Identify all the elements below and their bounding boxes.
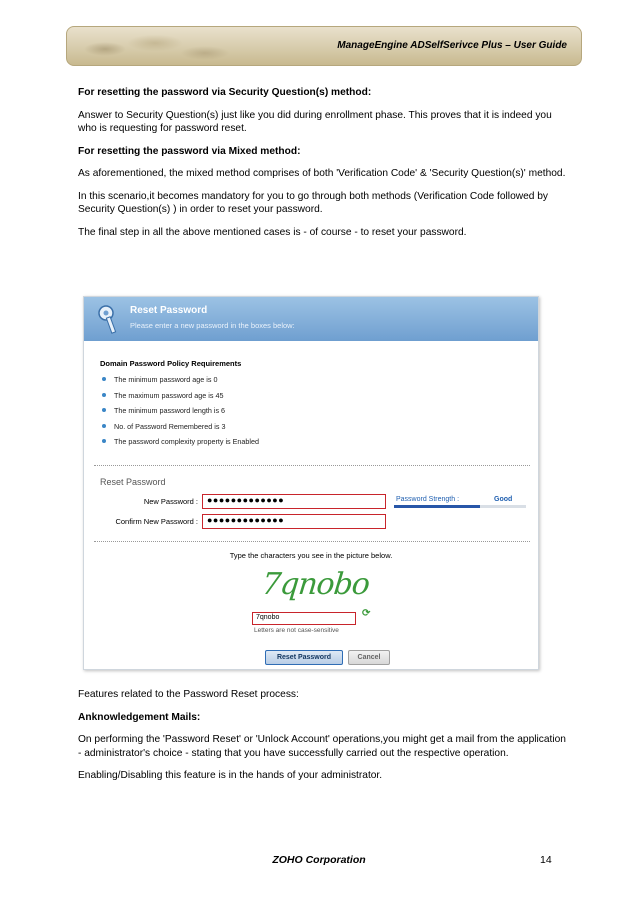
- screenshot-subtitle: Please enter a new password in the boxes below:: [130, 321, 295, 330]
- policy-item: The minimum password length is 6: [100, 406, 259, 422]
- password-strength-fill: [394, 505, 480, 508]
- features-intro: Features related to the Password Reset process:: [78, 689, 299, 700]
- header-title: ManageEngine ADSelfSerivce Plus – User Guide: [337, 40, 567, 51]
- key-icon: [96, 303, 124, 335]
- policy-item: No. of Password Remembered is 3: [100, 422, 259, 438]
- refresh-captcha-icon[interactable]: ⟳: [362, 608, 371, 619]
- paragraph-final-step: The final step in all the above mentioned cases is - of course - to reset your password.: [78, 226, 467, 238]
- divider: [94, 541, 530, 542]
- body-section-1: [78, 86, 566, 248]
- reset-password-screenshot: [83, 296, 539, 670]
- confirm-password-input[interactable]: ●●●●●●●●●●●●●: [202, 514, 386, 529]
- policy-item: The minimum password age is 0: [100, 375, 259, 391]
- cancel-button[interactable]: Cancel: [348, 650, 390, 665]
- policy-item: The password complexity property is Enabled: [100, 437, 259, 453]
- policy-item: The maximum password age is 45: [100, 391, 259, 407]
- new-password-input[interactable]: ●●●●●●●●●●●●●: [202, 494, 386, 509]
- footer-company: ZOHO Corporation: [272, 854, 366, 866]
- captcha-note: Letters are not case-sensitive: [254, 627, 339, 634]
- heading-security-method: For resetting the password via Security Question(s) method:: [78, 87, 372, 98]
- heading-ack-mails: Anknowledgement Mails:: [78, 711, 201, 723]
- body-section-2: [78, 688, 566, 792]
- new-password-label: New Password :: [143, 497, 198, 506]
- confirm-password-label: Confirm New Password :: [115, 517, 198, 526]
- reset-heading: Reset Password: [100, 477, 166, 487]
- paragraph-mixed-1: As aforementioned, the mixed method comprises of both 'Verification Code' & 'Security Question(s)' method.: [78, 168, 566, 179]
- captcha-instruction: Type the characters you see in the picture below.: [229, 551, 393, 560]
- page-header: [66, 26, 582, 66]
- screenshot-header: [84, 297, 538, 341]
- password-strength-bar: [394, 505, 526, 508]
- policy-list: [100, 375, 259, 453]
- paragraph-enable-disable: Enabling/Disabling this feature is in the hands of your administrator.: [78, 770, 383, 781]
- captcha-input[interactable]: 7qnobo: [252, 612, 356, 625]
- divider: [94, 465, 530, 466]
- header-decoration: [75, 29, 235, 65]
- password-strength-label: Password Strength :: [396, 496, 460, 503]
- password-strength-value: Good: [494, 496, 513, 503]
- heading-mixed-method: For resetting the password via Mixed method:: [78, 145, 301, 157]
- policy-title: Domain Password Policy Requirements: [100, 359, 242, 368]
- paragraph-mixed-2: In this scenario,it becomes mandatory for you to go through both methods (Verification Code followed by Security Question(s) ) in order to reset your password.: [78, 190, 549, 215]
- paragraph-security-method: Answer to Security Question(s) just like you did during enrollment phase. This proves that it is indeed you who is requesting for password reset.: [78, 109, 552, 134]
- captcha-image: 7qnobo: [260, 567, 371, 602]
- screenshot-title: Reset Password: [130, 305, 208, 316]
- paragraph-ack-mails: On performing the 'Password Reset' or 'Unlock Account' operations,you might get a mail from the application - administrator's choice - stating that you have successfully carried out the respective operation.: [78, 734, 566, 759]
- page-number: 14: [540, 854, 552, 866]
- reset-password-button[interactable]: Reset Password: [265, 650, 343, 665]
